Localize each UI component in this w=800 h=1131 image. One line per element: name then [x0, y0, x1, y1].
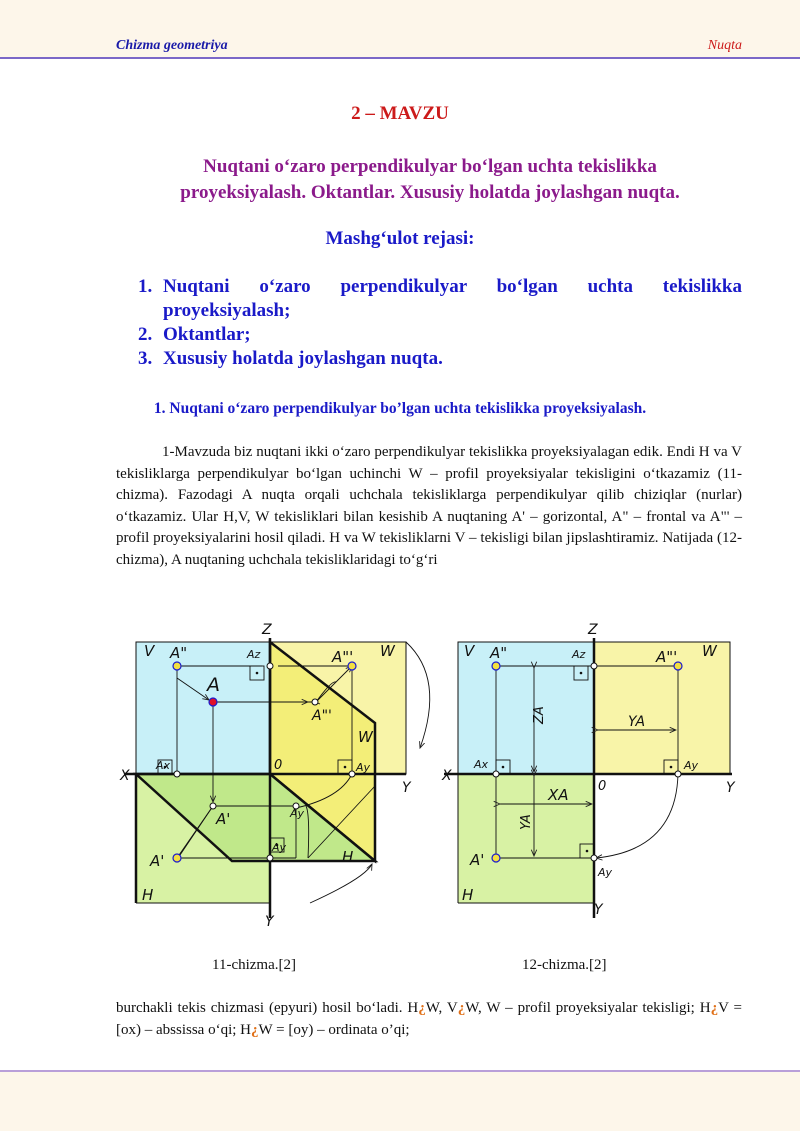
label-h-plane-12: H: [462, 886, 474, 904]
label-y-bottom-12: Y: [594, 902, 603, 918]
p2-text: W, W – profil proyeksiyalar tekisligi; H: [465, 1000, 711, 1016]
figure-12: [441, 622, 736, 918]
label-origin-12: 0: [598, 779, 607, 794]
label-a2-12: A": [490, 644, 508, 662]
figure-11: [119, 622, 430, 928]
label-w-inclined: W: [358, 728, 373, 746]
label-x-axis-12: X: [442, 768, 452, 784]
point-a3-inclined: [312, 699, 318, 705]
label-w-plane: W: [380, 642, 395, 660]
plan-heading: Mashg‘ulot rejasi:: [325, 228, 475, 249]
point-ax-fig12: [493, 771, 499, 777]
label-a1-left: A': [150, 852, 165, 870]
plan-item-number: 3.: [138, 348, 153, 369]
label-ya-left: YA: [519, 814, 534, 830]
label-x-axis: X: [120, 768, 130, 784]
label-ay-low-12: Ay: [598, 866, 613, 879]
label-ay-mid: Ay: [290, 807, 305, 820]
label-w-plane-12: W: [702, 642, 717, 660]
plan-item-text: Xususiy holatda joylashgan nuqta.: [163, 348, 443, 369]
point-a1-fig11: [210, 803, 216, 809]
label-h-plane: H: [142, 886, 154, 904]
label-a: A: [207, 674, 220, 696]
v-plane-12: [458, 642, 594, 774]
plan-item-number: 2.: [138, 324, 153, 345]
header-right: Nuqta: [707, 38, 742, 53]
topic-number: 2 – MAVZU: [351, 103, 449, 124]
label-az-12: Az: [572, 648, 586, 661]
paragraph-1-text: 1-Mavzuda biz nuqtani ikki o‘zaro perpendikulyar tekislikka proyeksiyalagan edik. Endi H va V tekisliklarga perpendikulyar bo‘lgan uchinchi W – profil proyeksiyalar tekisligini o‘tkazamiz (11-chizma). Fazodagi A nuqta orqali uchchala tekisliklarga perpendikulyar qilib chiziqlar (nurlar) o‘tkazamiz. Ular H,V, W tekisliklari bilan kesishib A nuqtaning A' – gorizontal, A" – frontal va A"' – profil proyeksiyalarini hosil qiladi. H va W tekisliklarni V – tekisligi bilan jipslashtiramiz. Natijada (12-chizma), A nuqtaning uchchala tekisliklaridagi to‘g‘ri: [116, 444, 742, 568]
missing-glyph-symbol: ¿: [251, 1022, 259, 1038]
page-header: [0, 0, 800, 58]
p2-text: burchakli tekis chizmasi (epyuri) hosil bo‘ladi. H: [116, 1000, 419, 1016]
topic-title: [120, 154, 740, 206]
section-heading: 1. Nuqtani o‘zaro perpendikulyar bo’lgan uchta tekislikka proyeksiyalash.: [153, 400, 647, 417]
p2-text: W, V: [425, 1000, 458, 1016]
label-z-axis-12: Z: [588, 622, 598, 638]
plan-item: [138, 347, 742, 371]
point-a2-fig11: [173, 662, 181, 670]
point-a2-fig12: [492, 662, 500, 670]
label-az: Az: [247, 648, 261, 661]
footer-rule: [0, 1070, 800, 1072]
label-ax-12: Ax: [474, 758, 489, 771]
plan-item-number: 1.: [138, 276, 153, 297]
label-a1: A': [216, 810, 231, 828]
label-origin: 0: [274, 758, 283, 773]
body-paragraph-1: [116, 442, 742, 571]
label-ay-right: Ay: [356, 761, 371, 774]
projection-figures: [110, 618, 750, 928]
page-footer: [0, 1070, 800, 1131]
point-ay-low-fig12: [591, 855, 597, 861]
label-y-right: Y: [402, 780, 411, 796]
h-plane-12: [458, 774, 594, 903]
label-y-right-12: Y: [726, 780, 735, 796]
label-za: ZA: [532, 706, 547, 724]
plan-item: [138, 323, 742, 347]
missing-glyph-symbol: ¿: [418, 1000, 426, 1016]
label-v-plane: V: [144, 642, 155, 660]
plan-item-text: Nuqtani o‘zaro perpendikulyar bo‘lgan uchta tekislikka proyeksiyalash;: [163, 276, 742, 321]
label-h-inclined: H: [342, 848, 354, 866]
point-az-fig11: [267, 663, 273, 669]
point-a1-left: [173, 854, 181, 862]
point-ay-right-fig11: [349, 771, 355, 777]
label-a3-mid: A"': [312, 708, 332, 724]
label-ay-right-12: Ay: [684, 759, 699, 772]
label-z-axis: Z: [262, 622, 272, 638]
v-plane: [136, 642, 270, 774]
point-az-fig12: [591, 663, 597, 669]
point-a1-fig12: [492, 854, 500, 862]
caption-figure-11: 11-chizma.[2]: [212, 957, 296, 973]
point-ax-fig11: [174, 771, 180, 777]
label-xa: XA: [548, 786, 569, 804]
point-ay-low-fig11: [267, 855, 273, 861]
plan-list: [138, 275, 742, 371]
label-a1-12: A': [470, 851, 485, 869]
p2-text: V = [ox) – abssissa o‘qi; H: [116, 1000, 742, 1038]
label-ax: Ax: [156, 759, 171, 772]
missing-glyph-symbol: ¿: [710, 1000, 719, 1016]
label-a3-12: A"': [656, 648, 678, 666]
label-a2: A": [170, 644, 188, 662]
header-left: Chizma geometriya: [116, 38, 228, 53]
missing-glyph-symbol: ¿: [457, 1000, 466, 1016]
topic-title-line-1: Nuqtani o‘zaro perpendikulyar bo‘lgan uchta tekislikka: [203, 156, 657, 177]
label-ya-top: YA: [628, 714, 646, 730]
label-ay-low: Ay: [272, 841, 287, 854]
topic-title-line-2: proyeksiyalash. Oktantlar. Xususiy holatda joylashgan nuqta.: [180, 182, 680, 203]
plan-item: [138, 275, 742, 323]
label-y-bottom: Y: [265, 914, 274, 928]
p2-text: W = [oy) – ordinata o’qi;: [258, 1022, 410, 1038]
plan-item-text: Oktantlar;: [163, 324, 251, 345]
label-a3-top: A"': [332, 648, 354, 666]
caption-figure-12: 12-chizma.[2]: [522, 957, 607, 973]
point-a-fig11: [209, 698, 217, 706]
label-v-plane-12: V: [464, 642, 475, 660]
point-ay-right-fig12: [675, 771, 681, 777]
body-paragraph-2: [116, 997, 742, 1041]
